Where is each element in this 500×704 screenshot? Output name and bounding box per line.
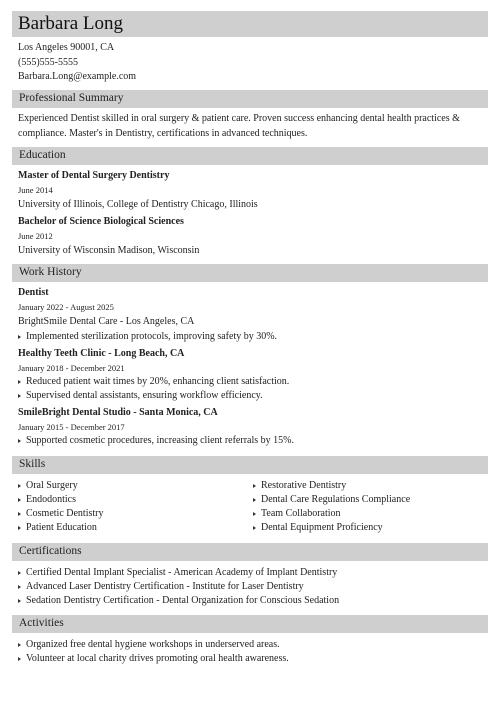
job-date: January 2022 - August 2025 (18, 302, 114, 312)
list-item: Advanced Laser Dentistry Certification - Institute for Laser Dentistry (18, 580, 480, 594)
job-bullets (18, 375, 480, 403)
contact-email: Barbara.Long@example.com (18, 71, 137, 82)
section-header-certifications (12, 543, 488, 561)
activities-list (18, 638, 480, 666)
degree-title: Bachelor of Science Biological Sciences (18, 216, 184, 227)
list-item: Organized free dental hygiene workshops in underserved areas. (18, 638, 480, 652)
skill-item: Oral Surgery (18, 479, 104, 493)
job-title: Dentist (18, 287, 49, 298)
work-entry (18, 286, 480, 344)
section-title: Education (19, 149, 66, 161)
section-title: Certifications (19, 545, 82, 557)
skills-column-right (253, 479, 410, 535)
section-title: Professional Summary (19, 92, 124, 104)
list-item: Implemented sterilization protocols, improving safety by 30%. (18, 330, 480, 344)
job-date: January 2015 - December 2017 (18, 422, 125, 432)
skill-item: Cosmetic Dentistry (18, 507, 104, 521)
list-item: Certified Dental Implant Specialist - American Academy of Implant Dentistry (18, 566, 480, 580)
list-item: Supported cosmetic procedures, increasing client referrals by 15%. (18, 434, 480, 448)
section-header-summary (12, 90, 488, 108)
job-date: January 2018 - December 2021 (18, 363, 125, 373)
skill-item: Restorative Dentistry (253, 479, 410, 493)
section-title: Skills (19, 458, 46, 470)
section-header-work (12, 264, 488, 282)
summary-text: Experienced Dentist skilled in oral surgery & patient care. Proven success enhancing dental health practices & compliance. Master's in Dentistry, certifications in advanced techniques. (18, 113, 460, 139)
list-item: Volunteer at local charity drives promoting oral health awareness. (18, 652, 480, 666)
list-item: Sedation Dentistry Certification - Dental Organization for Conscious Sedation (18, 594, 480, 608)
section-title: Work History (19, 266, 82, 278)
work-entry (18, 406, 480, 448)
skills-column-left (18, 479, 104, 535)
section-header-education (12, 147, 488, 165)
activities-bullets (18, 638, 480, 666)
school-name: University of Wisconsin Madison, Wisconsin (18, 245, 200, 256)
name-header (12, 11, 488, 37)
contact-phone: (555)555-5555 (18, 56, 78, 68)
education-entry (18, 215, 480, 259)
job-bullets (18, 434, 480, 448)
skill-item: Patient Education (18, 521, 104, 535)
skill-item: Dental Equipment Proficiency (253, 521, 410, 535)
degree-date: June 2014 (18, 185, 53, 195)
degree-date: June 2012 (18, 231, 53, 241)
section-title: Activities (19, 617, 64, 629)
work-entry (18, 347, 480, 403)
contact-address: Los Angeles 90001, CA (18, 42, 115, 53)
skills-list (18, 479, 480, 539)
certifications-bullets (18, 566, 480, 608)
candidate-name: Barbara Long (18, 13, 123, 34)
skill-item: Endodontics (18, 493, 104, 507)
skill-item: Team Collaboration (253, 507, 410, 521)
certifications-list (18, 566, 480, 608)
contact-info (18, 41, 136, 85)
section-header-activities (12, 615, 488, 633)
degree-title: Master of Dental Surgery Dentistry (18, 170, 170, 181)
list-item: Supervised dental assistants, ensuring workflow efficiency. (18, 389, 480, 403)
skill-item: Dental Care Regulations Compliance (253, 493, 410, 507)
job-company: BrightSmile Dental Care - Los Angeles, CA (18, 316, 195, 327)
education-entry (18, 169, 480, 213)
list-item: Reduced patient wait times by 20%, enhancing client satisfaction. (18, 375, 480, 389)
section-header-skills (12, 456, 488, 474)
job-bullets (18, 330, 480, 344)
school-name: University of Illinois, College of Dentistry Chicago, Illinois (18, 199, 258, 210)
job-title: Healthy Teeth Clinic - Long Beach, CA (18, 348, 185, 359)
job-title: SmileBright Dental Studio - Santa Monica, CA (18, 407, 218, 418)
